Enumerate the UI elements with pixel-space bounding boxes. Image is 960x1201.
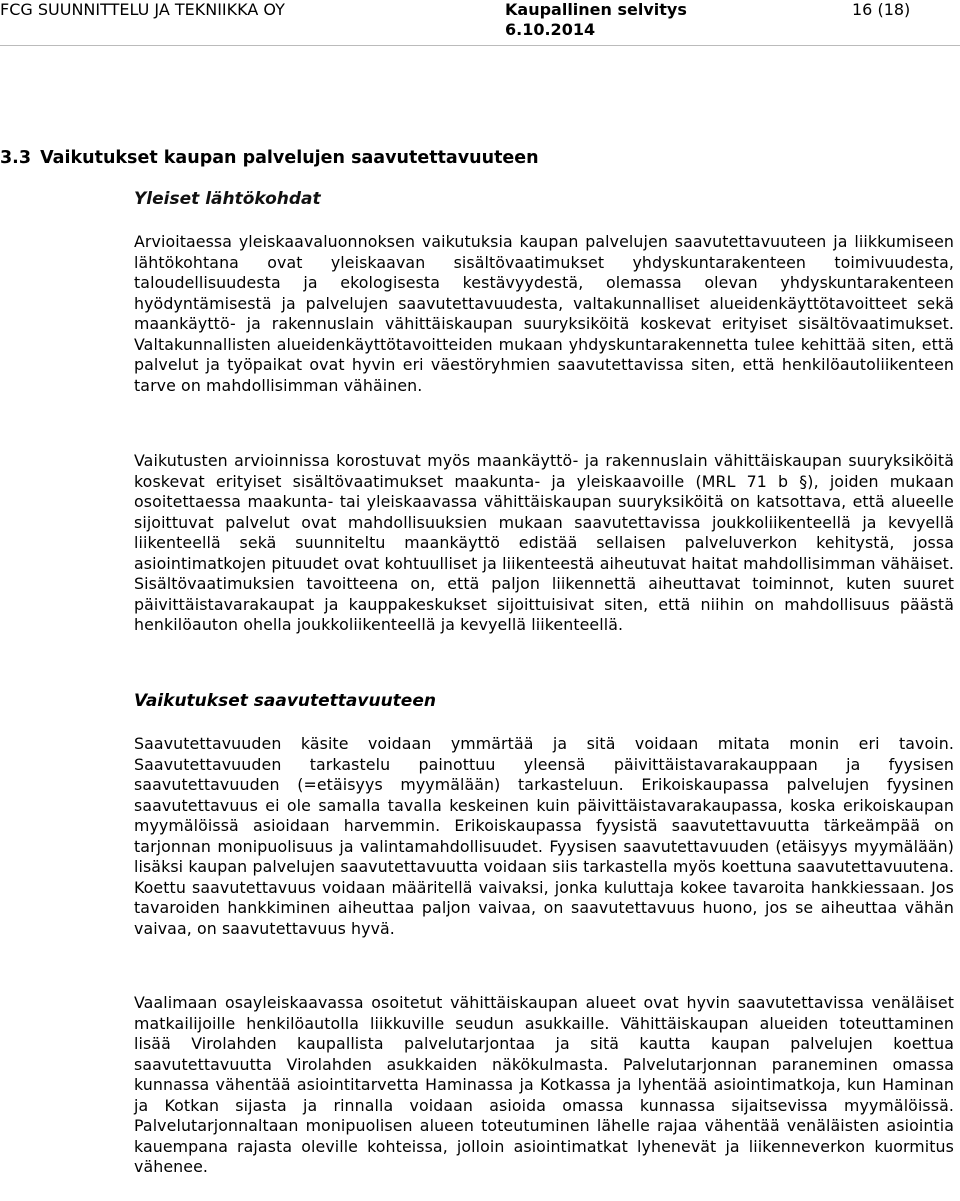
header-page-number: 16 (18) — [852, 0, 911, 19]
section-heading — [0, 146, 539, 170]
paragraph-3: Saavutettavuuden käsite voidaan ymmärtää ja sitä voidaan mitata monin eri tavoin. Saavutettavuuden tarkastelu painottuu yleensä päivittäistavarakauppaan ja fyysisen saavutettavuuden (=etäisyys myymälään) tarkasteluun. Erikoiskaupassa palvelujen fyysinen saavutettavuus ei ole samalla tavalla keskeinen kuin päivittäistavarakaupassa, koska erikoiskaupan myymälöissä asioidaan harvemmin. Erikoiskaupassa fyysistä saavutettavuutta tärkeämpää on tarjonnan monipuolisuus ja valintamahdollisuudet. Fyysisen saavutettavuuden (etäisyys myymälään) lisäksi kaupan palvelujen saavutettavuutta voidaan siis tarkastella myös koettuna saavutettavuutena. Koettu saavutettavuus voidaan määritellä vaivaksi, jonka kuluttaja kokee tavaroita hankkiessaan. Jos tavaroiden hankkiminen aiheuttaa paljon vaivaa, on saavutettavuus huono, jos se aiheuttaa vähän vaivaa, on saavutettavuus hyvä. — [134, 734, 954, 938]
section-title: Vaikutukset kaupan palvelujen saavutettavuuteen — [40, 148, 539, 168]
header-doc-title: Kaupallinen selvitys — [505, 0, 687, 19]
paragraph-4: Vaalimaan osayleiskaavassa osoitetut vähittäiskaupan alueet ovat hyvin saavutettavissa venäläiset matkailijoille henkilöautolla liikkuville seudun asukkaille. Vähittäiskaupan alueiden toteuttaminen lisää Virolahden kaupallista palvelutarjontaa ja sitä kautta kaupan palvelujen koettua saavutettavuutta Virolahden asukkaiden näkökulmasta. Palvelutarjonnan paraneminen omassa kunnassa vähentää asiointitarvetta Haminassa ja Kotkassa ja lyhentää asiointimatkoja, kun Haminan ja Kotkan sijasta ja rinnalla voidaan asioida omassa kunnassa sijaitsevissa myymälöissä. Palvelutarjonnaltaan monipuolisen alueen toteutuminen lähelle rajaa vähentää venäläisten asiointia kauempana rajasta oleville kohteissa, jolloin asiointimatkat lyhenevät ja liikenneverkon kuormitus vähenee. — [134, 993, 954, 1176]
header-organization: FCG SUUNNITTELU JA TEKNIIKKA OY — [0, 0, 285, 19]
paragraph-2: Vaikutusten arvioinnissa korostuvat myös maankäyttö- ja rakennuslain vähittäiskaupan suuryksiköitä koskevat erityiset sisältövaatimukset maakunta- ja yleiskaavoille (MRL 71 b §), joiden mukaan osoitettaessa maakunta- tai yleiskaavassa vähittäiskaupan suuryksiköitä on katsottava, että alueelle sijoittuvat palvelut ovat mahdollisuuksien mukaan saavutettavissa joukkoliikenteellä ja kevyellä liikenteellä sekä suunniteltu maankäyttö edistää sellaisen palveluverkon kehitystä, jossa asiointimatkojen pituudet ovat kohtuulliset ja liikenteestä aiheutuvat haitat mahdollisimman vähäiset. Sisältövaatimuksien tavoitteena on, että paljon liikennettä aiheuttavat toiminnot, kuten suuret päivittäistavarakaupat ja kauppakeskukset sijoittuisivat siten, että niihin on mahdollisuus päästä henkilöauton ohella joukkoliikenteellä ja kevyellä liikenteellä. — [134, 451, 954, 634]
page-header — [0, 0, 960, 44]
header-date: 6.10.2014 — [505, 20, 596, 39]
subheading-general: Yleiset lähtökohdat — [134, 189, 321, 209]
section-number: 3.3 — [0, 148, 32, 168]
header-divider — [0, 45, 960, 46]
paragraph-1: Arvioitaessa yleiskaavaluonnoksen vaikutuksia kaupan palvelujen saavutettavuuteen ja liikkumiseen lähtökohtana ovat yleiskaavan sisältövaatimukset yhdyskuntarakenteen toimivuudesta, taloudellisuudesta ja ekologisesta kestävyydestä, olemassa olevan yhdyskuntarakenteen hyödyntämisestä ja palvelujen saavutettavuudesta, valtakunnalliset alueidenkäyttötavoitteet sekä maankäyttö- ja rakennuslain vähittäiskaupan suuryksiköitä koskevat erityiset sisältövaatimukset. Valtakunnallisten alueidenkäyttötavoitteiden mukaan yhdyskuntarakennetta tulee kehittää siten, että palvelut ja työpaikat ovat hyvin eri väestöryhmien saavutettavissa siten, että henkilöautoliikenteen tarve on mahdollisimman vähäinen. — [134, 232, 954, 395]
subheading-effects: Vaikutukset saavutettavuuteen — [134, 691, 436, 711]
